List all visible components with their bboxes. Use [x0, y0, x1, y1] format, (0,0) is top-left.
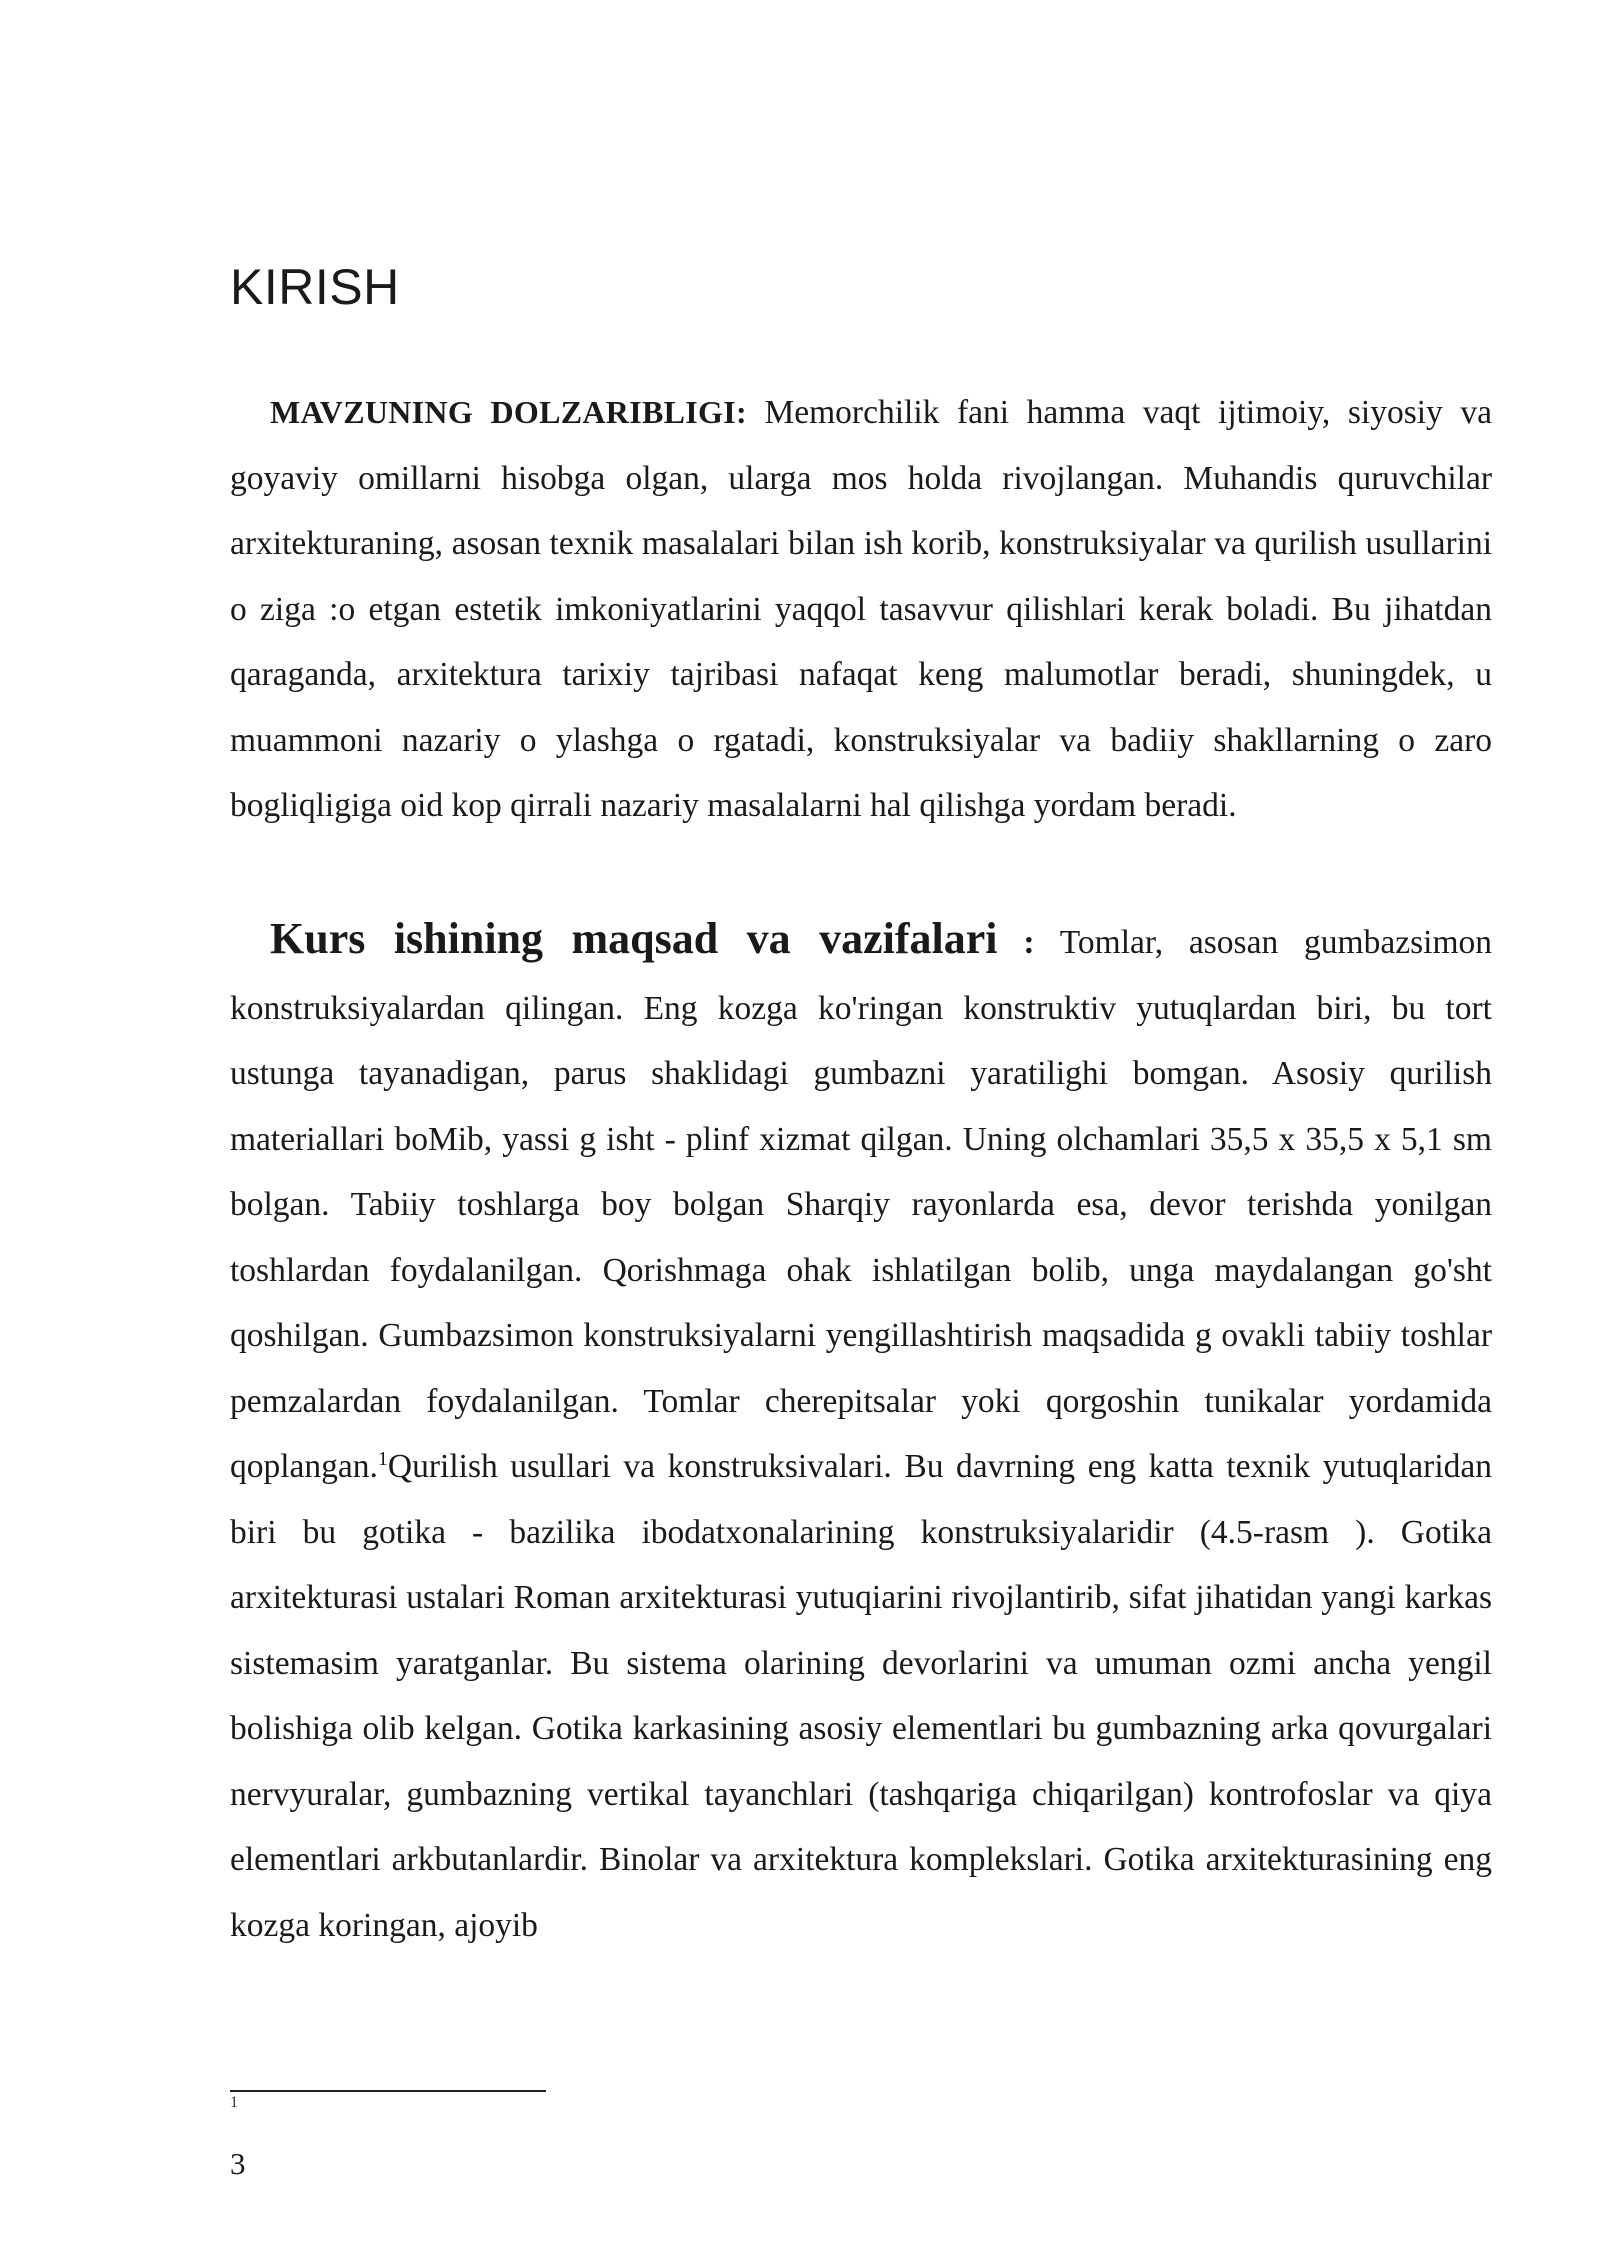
footnote-reference[interactable]: 1: [377, 1447, 388, 1470]
footnote-number: 1: [230, 2094, 238, 2111]
goals-separator: :: [997, 924, 1035, 961]
paragraph-goals: [230, 906, 1492, 1958]
goals-lead: Kurs ishining maqsad va vazifalari: [270, 914, 998, 963]
footnote-separator: [230, 2090, 546, 2092]
relevance-lead: MAVZUNING DOLZARIBLIGI:: [270, 394, 747, 430]
page-number: 3: [230, 2146, 246, 2181]
paragraph-relevance: [230, 380, 1492, 839]
goals-text-part2: Qurilish usullari va konstruksivalari. Bu davrning eng katta texnik yutuqlaridan biri bu gotika - bazilika ibodatxonalarining konstruksiyalaridir (4.5-rasm ). Gotika arxitekturasi ustalari Roman arxitekturasi yutuqiarini rivojlantirib, sifat jihatidan yangi karkas sistemasim yaratganlar. Bu sistema olarining devorlarini va umuman ozmi ancha yengil bolishiga olib kelgan. Gotika karkasining asosiy elementlari bu gumbazning arka qovurgalari nervyuralar, gumbazning vertikal tayanchlari (tashqariga chiqarilgan) kontrofoslar va qiya elementlari arkbutanlardir. Binolar va arxitektura komplekslari. Gotika arxitekturasining eng kozga koringan, ajoyib: [230, 1448, 1492, 1944]
goals-text-part1: Tomlar, asosan gumbazsimon konstruksiyalardan qilingan. Eng kozga ko'ringan konstruktiv yutuqlardan biri, bu tort ustunga tayanadigan, parus shaklidagi gumbazni yaratilighi bomgan. Asosiy qurilish materiallari boMib, yassi g isht - plinf xizmat qilgan. Uning olchamlari 35,5 x 35,5 x 5,1 sm bolgan. Tabiiy toshlarga boy bolgan Sharqiy rayonlarda esa, devor terishda yonilgan toshlardan foydalanilgan. Qorishmaga ohak ishlatilgan bolib, unga maydalangan go'sht qoshilgan. Gumbazsimon konstruksiyalarni yengillashtirish maqsadida g ovakli tabiiy toshlar pemzalardan foydalanilgan. Tomlar cherepitsalar yoki qorgoshin tunikalar yordamida qoplangan.: [230, 924, 1493, 1485]
page-heading: KIRISH: [230, 259, 400, 315]
relevance-text: Memorchilik fani hamma vaqt ijtimoiy, siyosiy va goyaviy omillarni hisobga olgan, ularga mos holda rivojlangan. Muhandis quruvchilar arxitekturaning, asosan texnik masalalari bilan ish korib, konstruksiyalar va qurilish usullarini o ziga :o etgan estetik imkoniyatlarini yaqqol tasavvur qilishlari kerak boladi. Bu jihatdan qaraganda, arxitektura tarixiy tajribasi nafaqat keng malumotlar beradi, shuningdek, u muammoni nazariy o ylashga o rgatadi, konstruksiyalar va badiiy shakllarning o zaro bogliqligiga oid kop qirrali nazariy masalalarni hal qilishga yordam beradi.: [230, 394, 1492, 824]
